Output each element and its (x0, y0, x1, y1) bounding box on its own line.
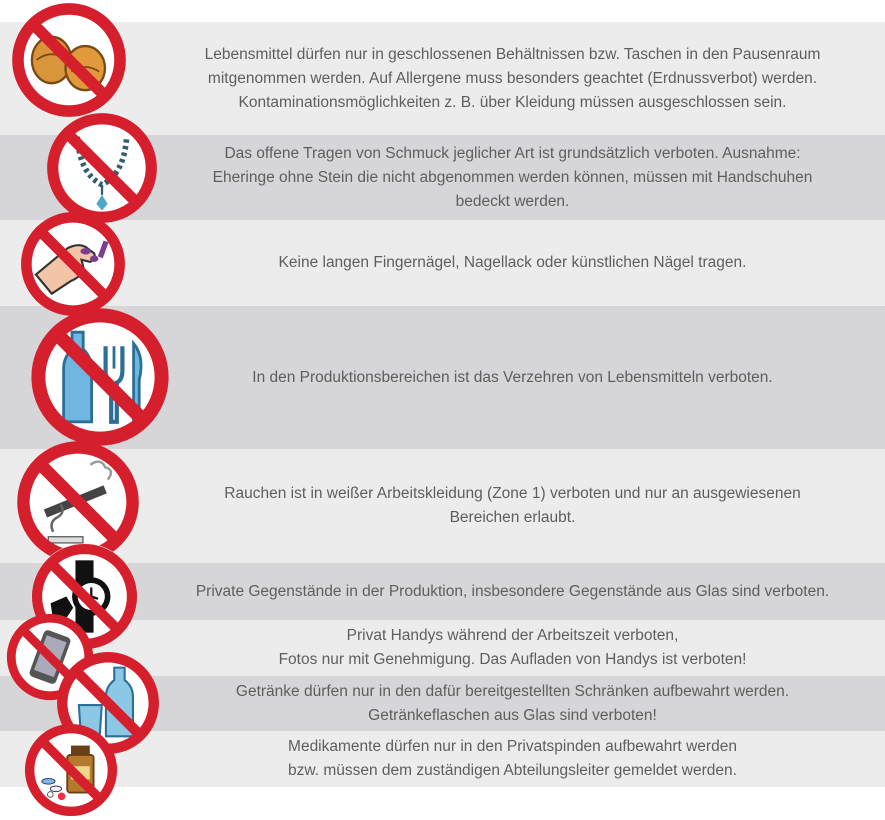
rule-text-phones: Privat Handys während der Arbeitszeit verboten, Fotos nur mit Genehmigung. Das Aufladen von Handys ist verboten! (278, 627, 747, 668)
no-eating-drinking-icon (30, 307, 170, 447)
rule-text-private-items: Private Gegenstände in der Produktion, insbesondere Gegenstände aus Glas sind verboten. (195, 582, 830, 600)
rule-text-drinks: Getränke dürfen nur in den dafür bereitgestellten Schränken aufbewahrt werden. Getränkeflaschen aus Glas sind verboten! (235, 682, 790, 724)
rule-text-nails: Keine langen Fingernägel, Nagellack oder künstlichen Nägel tragen. (278, 254, 747, 271)
no-nail-polish-icon (20, 211, 126, 317)
rule-text-food: Lebensmittel dürfen nur in geschlossenen Behältnissen bzw. Taschen in den Pausenraum mitgenommen werden. Auf Allergene muss besonders geachtet (Erdnussverbot) werden. Kontaminationsmöglichkeiten z. B. über Kleidung müssen ausgeschlossen sein. (204, 45, 821, 111)
rule-text-eating: In den Produktionsbereichen ist das Verzehren von Lebensmitteln verboten. (252, 368, 773, 386)
no-jewelry-icon (46, 112, 158, 224)
rule-text-medication: Medikamente dürfen nur in den Privatspinden aufbewahrt werden bzw. müssen dem zuständigen Abteilungsleiter gemeldet werden. (288, 738, 737, 779)
rule-text-jewelry: Das offene Tragen von Schmuck jeglicher Art ist grundsätzlich verboten. Ausnahme: Eheringe ohne Stein die nicht abgenommen werden können, müssen mit Handschuhen bedeckt werden. (212, 144, 813, 210)
rule-row-nails (0, 220, 885, 306)
no-medication-icon (24, 723, 118, 817)
no-food-icon (11, 2, 127, 118)
rule-text-smoking: Rauchen ist in weißer Arbeitskleidung (Zone 1) verboten und nur an ausgewiesenen Bereichen erlaubt. (224, 485, 801, 526)
